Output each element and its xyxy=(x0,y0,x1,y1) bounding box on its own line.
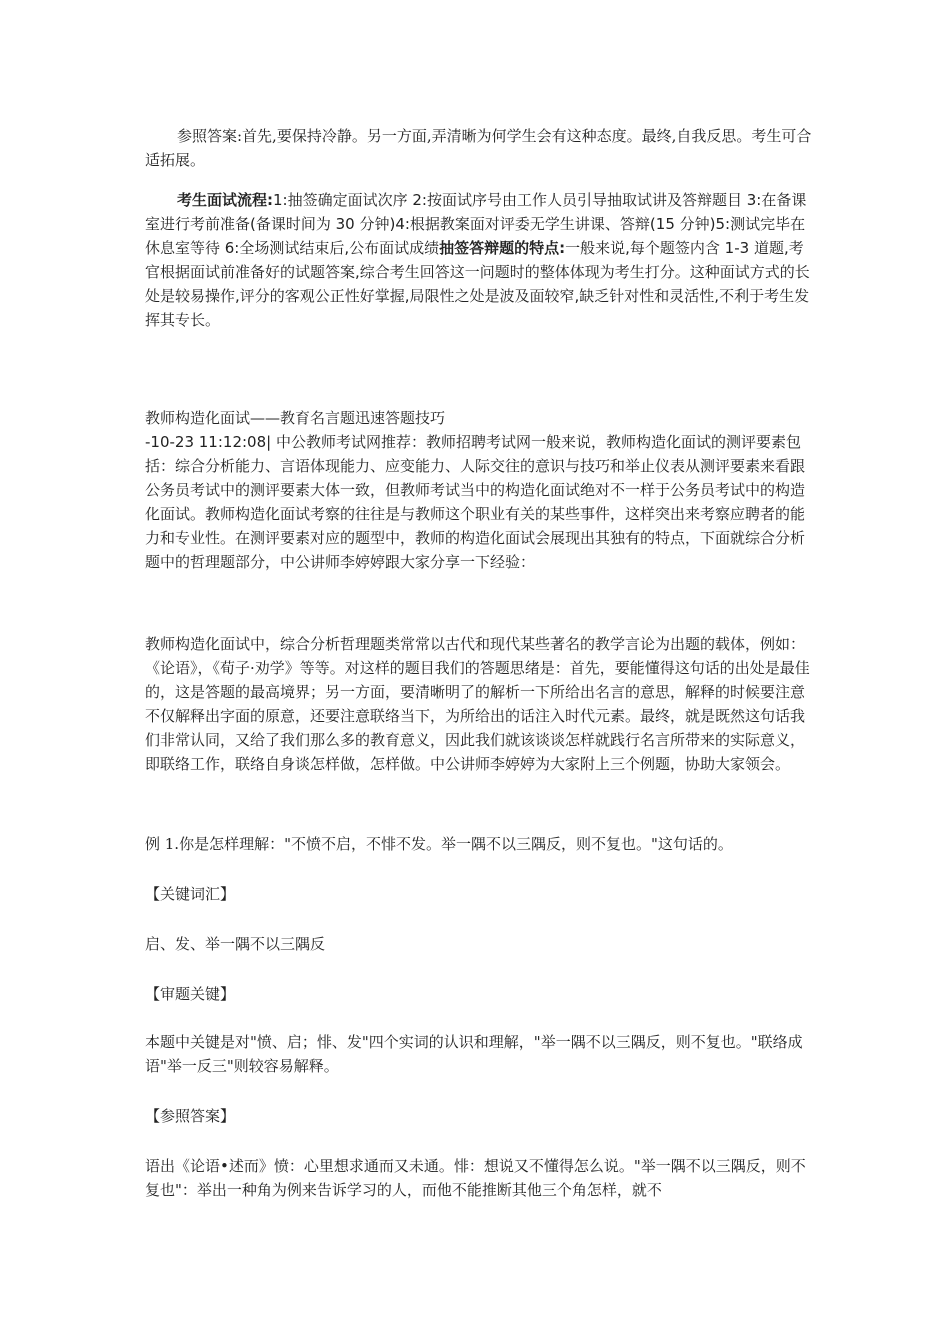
answer-heading: 【参照答案】 xyxy=(145,1107,236,1125)
keywords-text: 启、发、举一隅不以三隅反 xyxy=(145,935,326,953)
intro-text: 中公教师考试网推荐：教师招聘考试网一般来说，教师构造化面试的测评要素包括：综合分析能力、言语体现能力、应变能力、人际交往的意识与技巧和举止仪表从测评要素来看跟公务员考试中的测评要素大体一致，但教师考试当中的构造化面试绝对不一样于公务员考试中的构造化面试。教师构造化面试考察的往往是与教师这个职业有关的某些事件，这样突出来考察应聘者的能力和专业性。在测评要素对应的题型中，教师的构造化面试会展现出其独有的特点，下面就综合分析题中的哲理题部分，中公讲师李婷婷跟大家分享一下经验： xyxy=(145,433,806,571)
interview-process-paragraph xyxy=(145,188,813,332)
article-title: 教师构造化面试——教育名言题迅速答题技巧 xyxy=(145,409,446,427)
answer-text: 语出《论语•述而》愤：心里想求通而又未通。悱：想说又不懂得怎么说。"举一隅不以三隅反，则不复也"：举出一种角为例来告诉学习的人，而他不能推断其他三个角怎样，就不 xyxy=(145,1157,806,1199)
keywords-heading: 【关键词汇】 xyxy=(145,885,236,903)
post-date: -10-23 11:12:08| xyxy=(145,433,272,451)
method-paragraph: 教师构造化面试中，综合分析哲理题类常常以古代和现代某些著名的教学言论为出题的载体，例如：《论语》，《荀子·劝学》等等。对这样的题目我们的答题思绪是：首先，要能懂得这句话的出处是最佳的，这是答题的最高境界；另一方面，要清晰明了的解析一下所给出名言的意思，解释的时候要注意不仅解释出字面的原意，还要注意联络当下，为所给出的话注入时代元素。最终，就是既然这句话我们非常认同，又给了我们那么多的教育意义，因此我们就该谈谈怎样就践行名言所带来的实际意义，即联络工作，联络自身谈怎样做，怎样做。中公讲师李婷婷为大家附上三个例题，协助大家领会。 xyxy=(145,635,810,773)
features-label: 抽签答辩题的特点: xyxy=(439,239,566,257)
review-heading: 【审题关键】 xyxy=(145,985,236,1003)
example-1-question: 例 1.你是怎样理解："不愤不启，不悱不发。举一隅不以三隅反，则不复也。"这句话的。 xyxy=(145,835,733,853)
review-text: 本题中关键是对"愤、启；悱、发"四个实词的认识和理解，"举一隅不以三隅反，则不复也。"联络成语"举一反三"则较容易解释。 xyxy=(145,1033,803,1075)
process-text: 1:抽签确定面试次序 2:按面试序号由工作人员引导抽取试讲及答辩题目 3:在备课室进行考前准备(备课时间为 30 分钟)4:根据教案面对评委无学生讲课、答辩(15 分钟)5:测试完毕在休息室等待 6:全场测试结束后,公布面试成绩 xyxy=(145,191,807,257)
process-label: 考生面试流程: xyxy=(177,191,273,209)
features-text: 一般来说,每个题签内含 1-3 道题,考官根据面试前准备好的试题答案,综合考生回答这一问题时的整体体现为考生打分。这种面试方式的长处是较易操作,评分的客观公正性好掌握,局限性之处是波及面较窄,缺乏针对性和灵活性,不利于考生发挥其专长。 xyxy=(145,239,810,329)
intro-paragraph xyxy=(145,430,813,574)
answer-paragraph-1: 参照答案:首先,要保持冷静。另一方面,弄清晰为何学生会有这种态度。最终,自我反思。考生可合适拓展。 xyxy=(145,127,812,169)
